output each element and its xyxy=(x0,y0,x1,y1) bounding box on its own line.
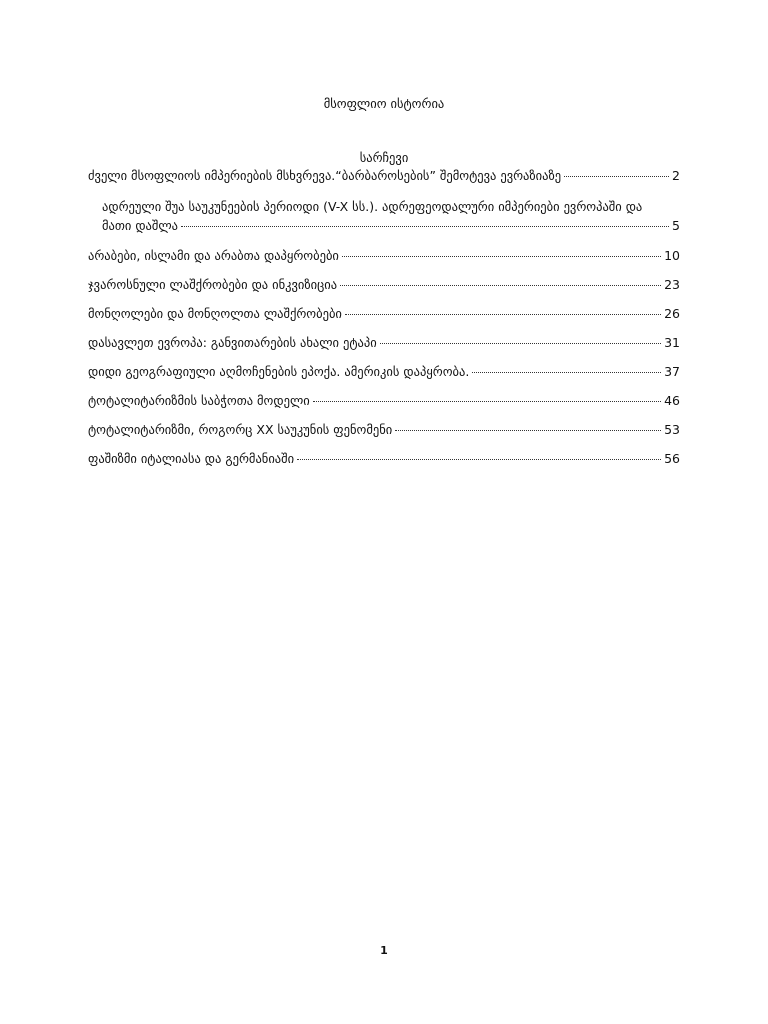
toc-entry-page: 53 xyxy=(664,422,680,437)
toc-entry[interactable] xyxy=(88,451,680,467)
toc-entry[interactable] xyxy=(88,335,680,351)
toc-dot-leader xyxy=(297,459,661,460)
toc-entry-title-line1: ადრეული შუა საუკუნეების პერიოდი (V-X სს.). ადრეფეოდალური იმპერიები ევროპაში და xyxy=(102,199,643,214)
toc-dot-leader xyxy=(181,226,669,227)
table-of-contents xyxy=(88,168,680,467)
toc-dot-leader xyxy=(342,256,661,257)
toc-entry[interactable] xyxy=(88,248,680,264)
toc-entry-page: 2 xyxy=(672,168,680,183)
toc-dot-leader xyxy=(313,401,661,402)
toc-dot-leader xyxy=(472,372,661,373)
toc-dot-leader xyxy=(345,314,661,315)
toc-entry-title: მონღოლები და მონღოლთა ლაშქრობები xyxy=(88,306,342,321)
toc-entry-title: ფაშიზმი იტალიასა და გერმანიაში xyxy=(88,451,295,466)
toc-entry-page: 46 xyxy=(664,393,680,408)
toc-entry[interactable] xyxy=(88,422,680,438)
toc-entry-title: არაბები, ისლამი და არაბთა დაპყრობები xyxy=(88,248,339,263)
toc-entry-title: ძველი მსოფლიოს იმპერიების მსხვრევა.“ბარბაროსების” შემოტევა ევრაზიაზე xyxy=(88,168,562,183)
toc-entry-title: დიდი გეოგრაფიული აღმოჩენების ეპოქა. ამერიკის დაპყრობა. xyxy=(88,364,470,379)
toc-entry-title: მათი დაშლა xyxy=(102,218,179,233)
toc-entry[interactable] xyxy=(88,364,680,380)
toc-entry-page: 10 xyxy=(664,248,680,263)
toc-entry-page: 31 xyxy=(664,335,680,350)
toc-entry[interactable] xyxy=(88,168,680,184)
toc-dot-leader xyxy=(395,430,661,431)
toc-entry-page: 56 xyxy=(664,451,680,466)
toc-entry-page: 5 xyxy=(672,218,680,233)
toc-entry-page: 26 xyxy=(664,306,680,321)
page-number: 1 xyxy=(380,944,388,957)
toc-entry-title: ტოტალიტარიზმი, როგორც XX საუკუნის ფენომენი xyxy=(88,422,393,437)
document-title: მსოფლიო ისტორია xyxy=(323,96,445,111)
toc-dot-leader xyxy=(564,176,669,177)
toc-entry-title: დასავლეთ ევროპა: განვითარების ახალი ეტაპი xyxy=(88,335,377,350)
toc-entry[interactable] xyxy=(88,197,680,235)
toc-dot-leader xyxy=(380,343,661,344)
toc-entry-page: 37 xyxy=(664,364,680,379)
toc-entry[interactable] xyxy=(88,393,680,409)
toc-entry-title: ჯვაროსნული ლაშქრობები და ინკვიზიცია xyxy=(88,277,338,292)
toc-heading: სარჩევი xyxy=(359,150,409,165)
toc-entry-title: ტოტალიტარიზმის საბჭოთა მოდელი xyxy=(88,393,310,408)
toc-dot-leader xyxy=(340,285,661,286)
toc-entry[interactable] xyxy=(88,277,680,293)
toc-entry-page: 23 xyxy=(664,277,680,292)
toc-entry[interactable] xyxy=(88,306,680,322)
